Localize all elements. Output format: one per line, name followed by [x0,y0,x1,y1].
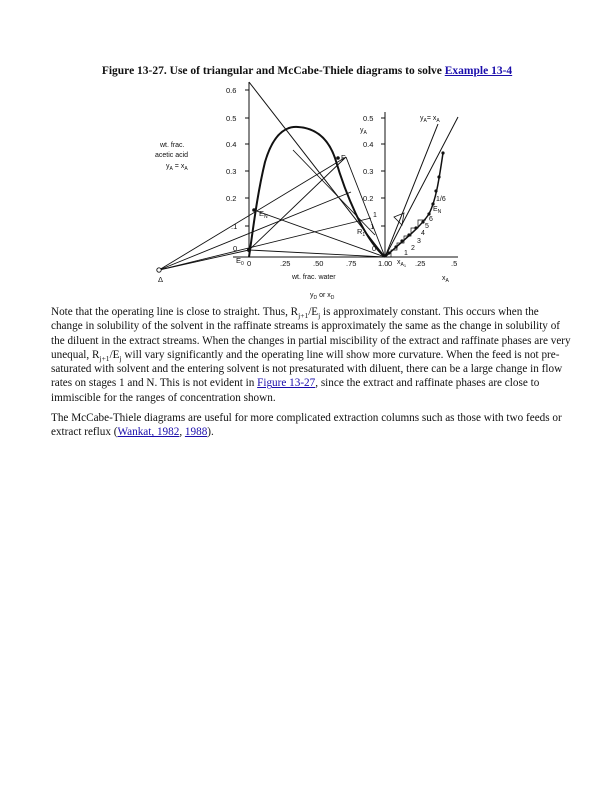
ya-axis-label: $y_A$ [360,127,367,136]
right-tick-0: 0 [372,244,377,253]
bottom-right-tick-.25: .25 [415,259,426,268]
feed-label: F [341,153,346,162]
equilibrium-points [387,151,444,254]
stage-2: 2 [411,245,415,252]
left-tick-0.3: 0.3 [226,167,237,176]
stage-1: 1 [404,250,408,257]
bottom-left-tick-.25: .25 [280,259,291,268]
caption-text: Figure 13-27. Use of triangular and McCabe-Thiele diagrams to solve [101,65,445,77]
left-tick-0.6: 0.6 [226,86,237,95]
en-point [252,208,256,212]
body-text [51,305,571,446]
diagonal-label: $y_A= x_A$ [420,115,440,124]
bottom-left-tick-.50: .50 [313,259,324,268]
left-tick-0.5: 0.5 [226,114,237,123]
operating-lines [159,150,385,270]
figure-13-27 [153,80,465,302]
paragraph-2: The McCabe-Thiele diagrams are useful for more complicated extraction columns such as those with two feeds or extract reflux (Wankat, 1982, 1988). [51,412,562,439]
stage-4: 4 [421,230,425,237]
stage-6: 6 [429,216,433,223]
e0-label: $E_0$ [236,256,244,267]
left-tick-0.4: 0.4 [226,140,237,149]
bottom-left-tick-1.0: 1.0 [378,259,389,268]
en-label: $E_N$ [259,209,268,220]
wankat-1988-link[interactable]: 1988 [184,426,208,439]
figure-13-27-link[interactable]: Figure 13-27 [257,377,316,390]
mccabe-thiele-axes [381,112,458,257]
figure-caption [0,65,614,77]
bottom-right-tick-.5: .5 [451,259,458,268]
feed-point [336,156,340,160]
yaxis-label-line1: wt. frac. [160,142,185,149]
right-tick-0.4: 0.4 [363,140,374,149]
left-tick-0.2: 0.2 [226,194,237,203]
xa1-label: $x_A1$ [397,259,407,268]
en-right-label: $E_N$ [433,206,442,215]
example-link[interactable]: Example 13-4 [444,65,513,77]
wankat-1982-link[interactable]: Wankat, 1982 [117,426,180,439]
bottom-left-tick-.75: .75 [346,259,357,268]
delta-label: Δ [158,275,164,284]
stage-3: 3 [417,238,421,245]
right-tick-0.2: 0.2 [363,194,374,203]
bottom-left-tick-0: 0 [247,259,252,268]
left-tick-0: 0 [233,244,238,253]
e0-point [247,248,251,252]
yaxis-label-line3: $y_A = x_A$ [166,163,188,172]
bottom-right-tick-0: 0 [388,259,393,268]
one-small: 1 [373,212,377,219]
yd-xd-label: $y_D$ or $x_D$ [310,292,335,301]
r1-label: $R_1$ [357,227,366,238]
delta-point [157,268,161,272]
xa-axis-label: $x_A$ [442,275,449,284]
right-tick-0.1: .1 [368,222,375,231]
right-tick-0.5: 0.5 [363,114,374,123]
yaxis-label-line2: acetic acid [155,152,189,159]
equilibrium-curve [385,153,443,257]
right-tick-0.3: 0.3 [363,167,374,176]
water-label: wt. frac. water [292,274,336,281]
paragraph-1: Note that the operating line is close to straight. Thus, $R_{j+1}/E_j$ is approximately constant. This occurs when the change in solubility of the solvent in the raffinate streams is approximately the same as the change in solubility of the diluent in the extract streams. When the changes in partial miscibility of the extract and raffinate phases are very unequal, $R_{j+1}/E_j$ will vary significantly and the operating line will show more curvature. When the feed is not pre-saturated with solvent and the entering solvent is not presaturated with diluent, there can be a large change in flow rates on stages 1 and N. This is not evident in Figure 13-27, since the extract and raffinate phases are close to immiscible for the ranges of concentration shown. [51,306,571,404]
one-sixth-label: 1/6 [436,196,446,203]
left-tick-0.1: .1 [231,222,238,231]
stage-5: 5 [425,223,429,230]
